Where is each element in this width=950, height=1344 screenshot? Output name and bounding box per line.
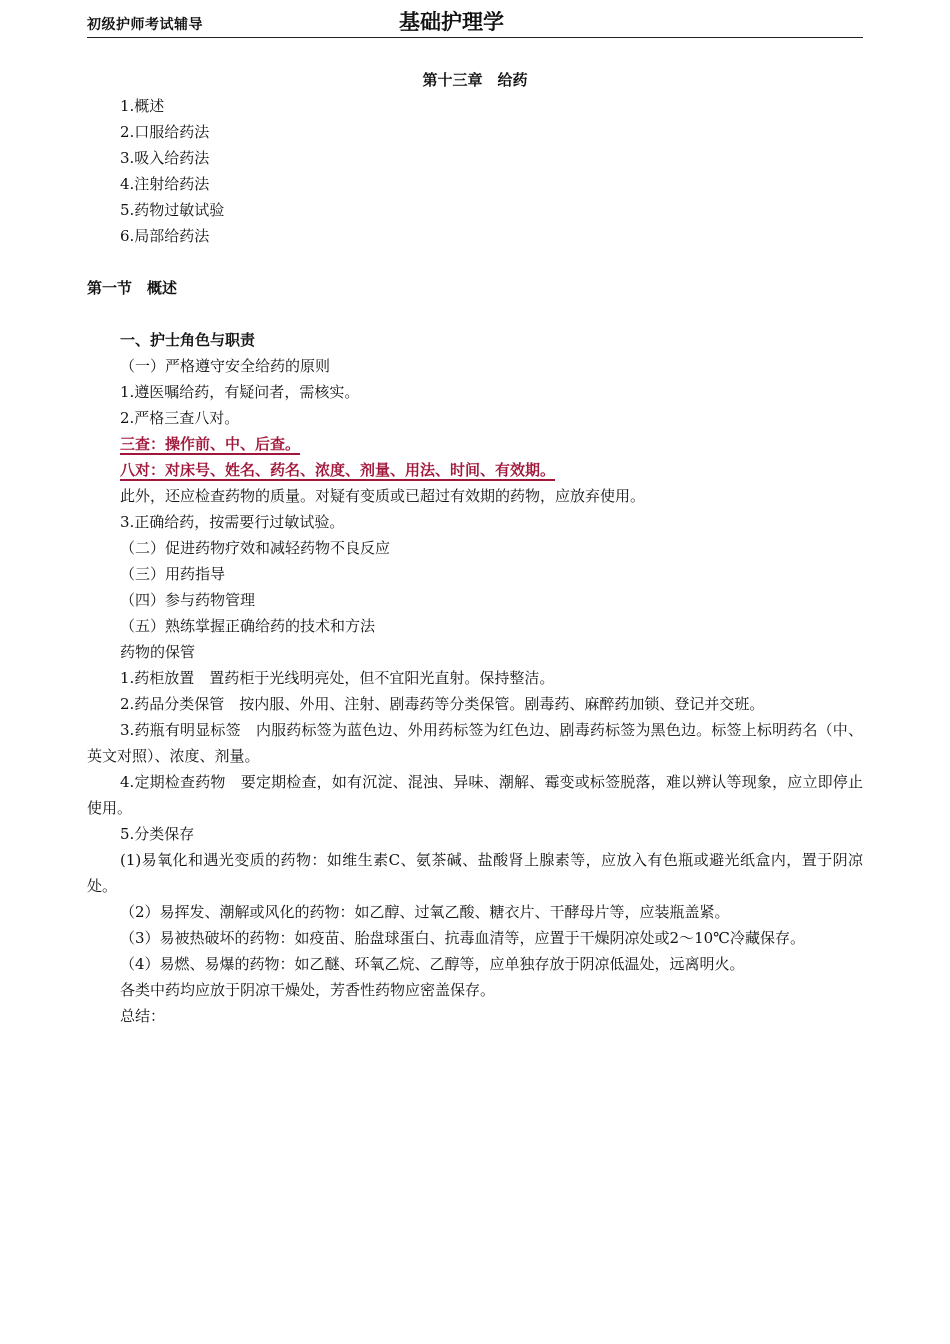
subsection-title: 一、护士角色与职责 bbox=[120, 331, 256, 349]
paragraph: 2.严格三查八对。 bbox=[120, 409, 240, 427]
paragraph: 4.定期检查药物 要定期检查，如有沉淀、混浊、异味、潮解、霉变或标签脱落，难以辨认等现象，应立即停止使用。 bbox=[87, 773, 863, 817]
header-course-name: 初级护师考试辅导 bbox=[87, 17, 203, 33]
paragraph: （3）易被热破坏的药物：如疫苗、胎盘球蛋白、抗毒血清等，应置于干燥阴凉处或2～10℃冷藏保存。 bbox=[120, 929, 805, 947]
paragraph: (1)易氧化和遇光变质的药物：如维生素C、氨茶碱、盐酸肾上腺素等，应放入有色瓶或避光纸盒内，置于阴凉处。 bbox=[87, 851, 863, 895]
paragraph: 3.药瓶有明显标签 内服药标签为蓝色边、外用药标签为红色边、剧毒药标签为黑色边。标签上标明药名（中、英文对照）、浓度、剂量。 bbox=[87, 721, 863, 765]
toc-item: 3.吸入给药法 bbox=[120, 149, 210, 167]
section-title: 第一节 概述 bbox=[87, 279, 178, 297]
highlight-three-checks: 三查：操作前、中、后查。 bbox=[120, 435, 301, 453]
summary-label: 总结： bbox=[120, 1007, 166, 1025]
paragraph: 5.分类保存 bbox=[120, 825, 195, 843]
page-header bbox=[87, 0, 863, 38]
paragraph: 1.药柜放置 置药柜于光线明亮处，但不宜阳光直射。保持整洁。 bbox=[120, 669, 555, 687]
paragraph: 3.正确给药，按需要行过敏试验。 bbox=[120, 513, 345, 531]
toc-item: 1.概述 bbox=[120, 97, 165, 115]
paragraph: 1.遵医嘱给药，有疑问者，需核实。 bbox=[120, 383, 360, 401]
paragraph: 2.药品分类保管 按内服、外用、注射、剧毒药等分类保管。剧毒药、麻醉药加锁、登记并交班。 bbox=[120, 695, 765, 713]
list-item: （五）熟练掌握正确给药的技术和方法 bbox=[120, 617, 376, 635]
list-item: （四）参与药物管理 bbox=[120, 591, 256, 609]
principle-heading: （一）严格遵守安全给药的原则 bbox=[120, 357, 331, 375]
paragraph: 各类中药均应放于阴凉干燥处，芳香性药物应密盖保存。 bbox=[120, 981, 496, 999]
toc-item: 2.口服给药法 bbox=[120, 123, 210, 141]
paragraph: 此外，还应检查药物的质量。对疑有变质或已超过有效期的药物，应放弃使用。 bbox=[120, 487, 646, 505]
list-item: （二）促进药物疗效和减轻药物不良反应 bbox=[120, 539, 391, 557]
list-item: （三）用药指导 bbox=[120, 565, 226, 583]
toc-item: 5.药物过敏试验 bbox=[120, 201, 225, 219]
highlight-eight-verifications: 八对：对床号、姓名、药名、浓度、剂量、用法、时间、有效期。 bbox=[120, 461, 556, 479]
paragraph: （2）易挥发、潮解或风化的药物：如乙醇、过氧乙酸、糖衣片、干酵母片等，应装瓶盖紧。 bbox=[120, 903, 730, 921]
toc-item: 6.局部给药法 bbox=[120, 227, 210, 245]
chapter-title: 第十三章 给药 bbox=[422, 71, 528, 89]
storage-heading: 药物的保管 bbox=[120, 643, 196, 661]
toc-item: 4.注射给药法 bbox=[120, 175, 210, 193]
header-subject-title: 基础护理学 bbox=[399, 10, 504, 34]
paragraph: （4）易燃、易爆的药物：如乙醚、环氧乙烷、乙醇等，应单独存放于阴凉低温处，远离明火。 bbox=[120, 955, 745, 973]
